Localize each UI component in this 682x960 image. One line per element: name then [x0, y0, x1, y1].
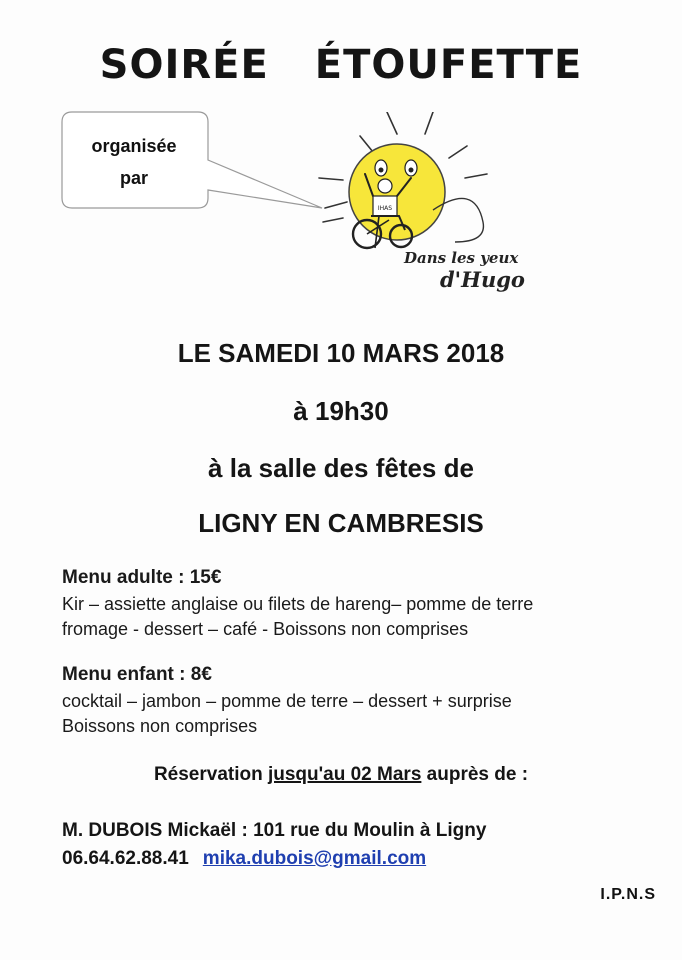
- title-word-soiree: SOIRÉE: [99, 42, 269, 88]
- bubble-line-par: par: [119, 168, 148, 188]
- event-city: LIGNY EN CAMBRESIS: [198, 508, 484, 538]
- menu-adult-heading: Menu adulte : 15€: [62, 567, 222, 588]
- menu-child-line1: cocktail – jambon – pomme de terre – dessert + surprise: [62, 691, 512, 711]
- association-name: [404, 247, 574, 291]
- contact-email-link[interactable]: mika.dubois@gmail.com: [202, 848, 427, 869]
- ipns-mark: I.P.N.S: [600, 886, 656, 903]
- reservation-prefix: Réservation: [153, 764, 268, 785]
- contact-name-address: M. DUBOIS Mickaël : 101 rue du Moulin à Ligny: [62, 820, 487, 841]
- contact-details: [62, 848, 426, 870]
- menu-adult-line1: Kir – assiette anglaise ou filets de hareng– pomme de terre: [62, 594, 534, 614]
- speech-bubble-text: [60, 130, 208, 194]
- title-word-etoufette: ÉTOUFETTE: [314, 42, 583, 88]
- reservation-suffix: auprès de :: [421, 764, 529, 785]
- menu-child: [62, 661, 662, 739]
- reservation-deadline: jusqu'au 02 Mars: [267, 764, 422, 785]
- association-name-line2: d'Hugo: [440, 267, 525, 292]
- speech-bubble: [60, 110, 340, 230]
- menu-adult-line2: fromage - dessert – café - Boissons non comprises: [62, 619, 469, 639]
- event-date: LE SAMEDI 10 MARS 2018: [177, 338, 505, 368]
- menu-child-line2: Boissons non comprises: [62, 716, 258, 736]
- contact-phone: 06.64.62.88.41: [62, 848, 189, 869]
- bubble-line-organisee: organisée: [91, 136, 177, 156]
- event-title: [0, 42, 682, 88]
- logo-shirt-text: IHAS: [377, 205, 393, 212]
- event-time: à 19h30: [293, 396, 389, 426]
- menu-child-heading: Menu enfant : 8€: [62, 664, 212, 685]
- event-venue: à la salle des fêtes de: [208, 453, 474, 483]
- menu-adult: [62, 564, 662, 642]
- reservation-line: [0, 764, 682, 786]
- association-name-line1: Dans les yeux: [404, 249, 519, 267]
